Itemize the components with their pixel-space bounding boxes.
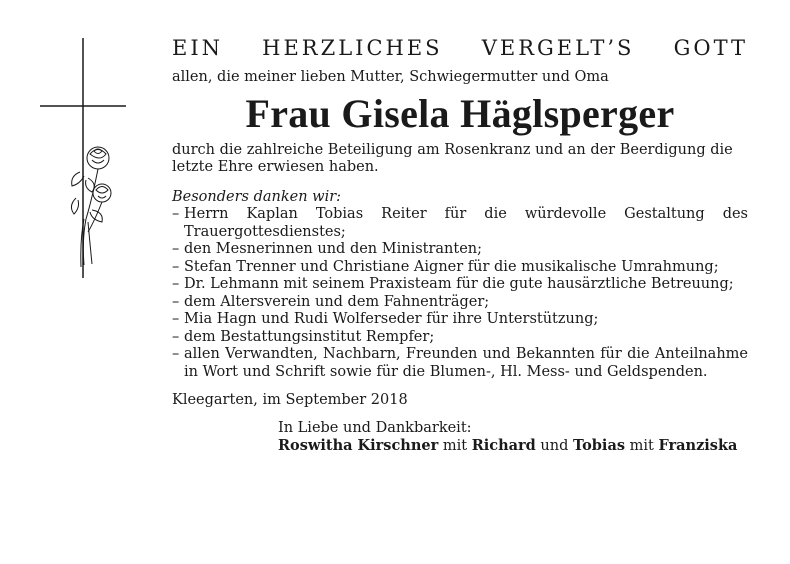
thanks-item: – dem Altersverein und dem Fahnenträger; — [172, 294, 748, 312]
thanks-list — [172, 206, 748, 381]
thanks-heading: Besonders danken wir: — [172, 189, 342, 205]
signer-name: Richard — [471, 437, 536, 454]
signoff — [278, 419, 748, 455]
signer-conjunction: und — [535, 438, 573, 454]
signer-name: Tobias — [573, 437, 626, 454]
cross-with-roses-icon — [40, 38, 130, 278]
intro-text: allen, die meiner lieben Mutter, Schwiegermutter und Oma — [172, 69, 609, 85]
body-text: durch die zahlreiche Beteiligung am Rosenkranz und an der Beerdigung die letzte Ehre erwiesen haben. — [172, 142, 733, 175]
closing-line: In Liebe und Dankbarkeit: — [278, 420, 472, 436]
signers-line — [278, 437, 748, 455]
thanks-item: – Mia Hagn und Rudi Wolferseder für ihre Unterstützung; — [172, 311, 748, 329]
thanks-item: – den Mesnerinnen und den Ministranten; — [172, 241, 748, 259]
notice-header: EIN HERZLICHES VERGELT’S GOTT — [172, 36, 748, 60]
thanks-item: – Herrn Kaplan Tobias Reiter für die würdevolle Gestaltung des Trauergottesdienstes; — [172, 206, 748, 241]
signer-name: Roswitha Kirschner — [278, 437, 439, 454]
signer-conjunction: mit — [438, 438, 472, 454]
place-date: Kleegarten, im September 2018 — [172, 392, 408, 408]
deceased-name: Frau Gisela Häglsperger — [245, 91, 675, 136]
notice-content — [172, 34, 748, 455]
thanks-item: – Dr. Lehmann mit seinem Praxisteam für die gute hausärztliche Betreuung; — [172, 276, 748, 294]
thanks-item: – allen Verwandten, Nachbarn, Freunden und Bekannten für die Anteilnahme in Wort und Schrift sowie für die Blumen-, Hl. Mess- und Geldspenden. — [172, 346, 748, 381]
thanks-item: – Stefan Trenner und Christiane Aigner für die musikalische Umrahmung; — [172, 259, 748, 277]
thanks-item: – dem Bestattungsinstitut Rempfer; — [172, 329, 748, 347]
signer-name: Franziska — [658, 437, 738, 454]
signer-conjunction: mit — [625, 438, 659, 454]
